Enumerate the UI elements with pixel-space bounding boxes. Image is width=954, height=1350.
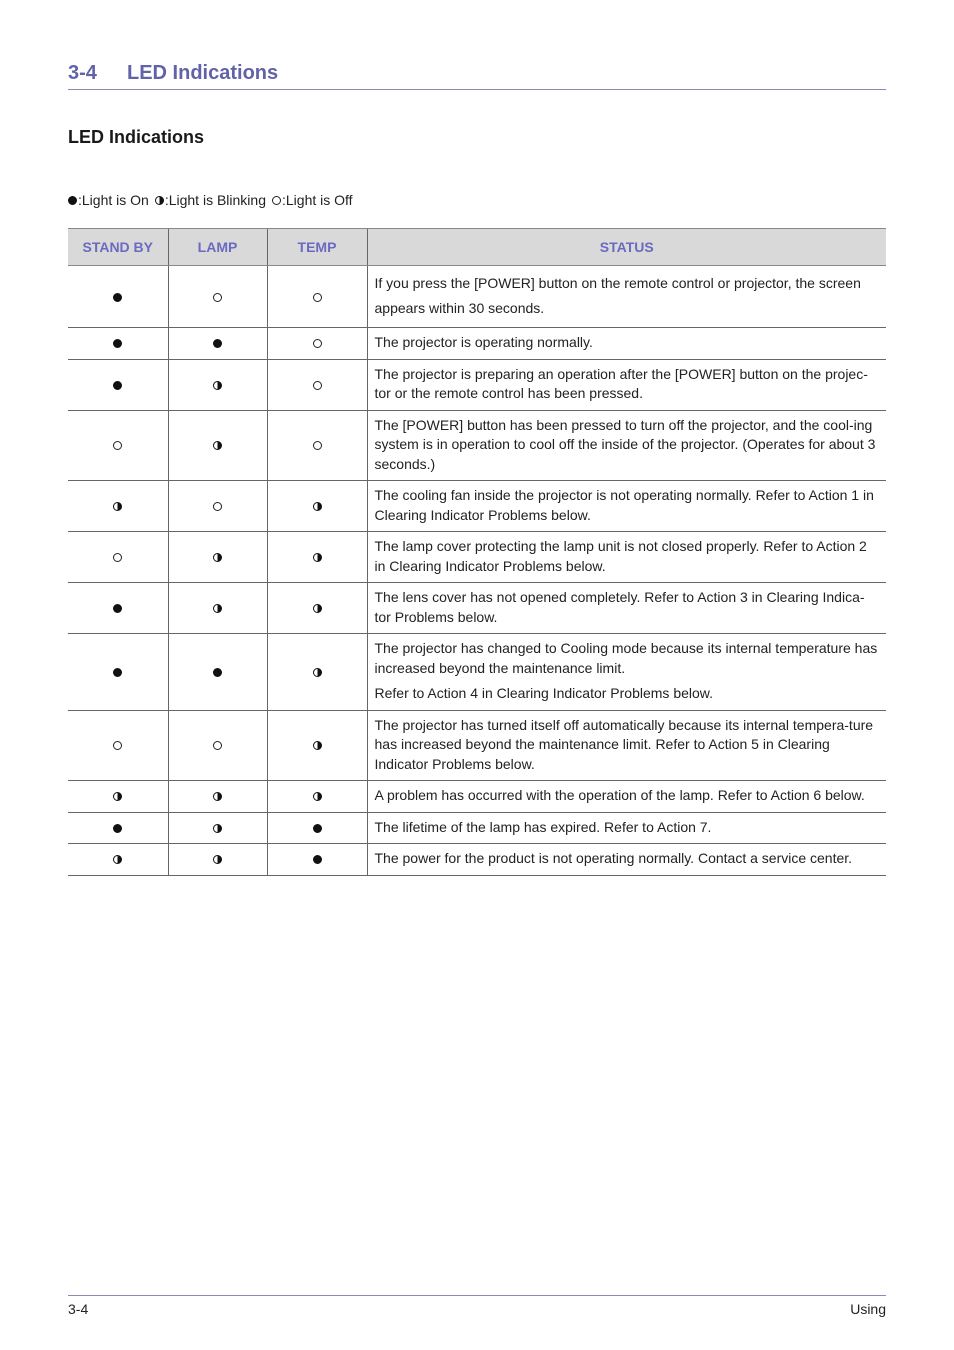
lamp-cell (168, 634, 267, 711)
status-text: The lamp cover protecting the lamp unit is not closed properly. Refer to Action 2 in Clearing Indicator Problems below. (374, 538, 867, 574)
section-title: LED Indications (127, 62, 279, 84)
header-standby: STAND BY (68, 229, 168, 266)
led-off-icon (113, 553, 122, 562)
table-row (68, 583, 886, 634)
legend-label: :Light is On (78, 192, 149, 208)
lamp-cell (168, 481, 267, 532)
led-on-icon (113, 293, 122, 302)
standby-cell (68, 812, 168, 844)
table-row (68, 410, 886, 481)
led-off-icon (213, 293, 222, 302)
status-text: The lens cover has not opened completely. Refer to Action 3 in Clearing Indica-tor Problems below. (374, 589, 865, 625)
header-status: STATUS (367, 229, 886, 266)
section-number: 3-4 (68, 62, 97, 84)
lamp-cell (168, 359, 267, 410)
led-table (68, 228, 886, 876)
status-cell (367, 359, 886, 410)
led-on-icon (213, 668, 222, 677)
status-cell (367, 634, 886, 711)
status-cell (367, 583, 886, 634)
temp-cell (267, 359, 367, 410)
lamp-cell (168, 781, 267, 813)
legend-label: :Light is Off (282, 192, 353, 208)
temp-cell (267, 583, 367, 634)
led-off-icon (113, 741, 122, 750)
led-off-icon (313, 293, 322, 302)
status-cell (367, 410, 886, 481)
led-blink-icon (213, 553, 222, 562)
legend-item (68, 192, 149, 208)
standby-cell (68, 710, 168, 781)
led-blink-icon (313, 792, 322, 801)
status-text: The lifetime of the lamp has expired. Refer to Action 7. (374, 818, 712, 835)
lamp-cell (168, 532, 267, 583)
led-blink-icon (313, 553, 322, 562)
led-blink-icon (155, 196, 164, 205)
section-header (68, 60, 886, 90)
led-off-icon (213, 741, 222, 750)
led-blink-icon (213, 792, 222, 801)
status-cell (367, 266, 886, 328)
temp-cell (267, 634, 367, 711)
standby-cell (68, 844, 168, 876)
legend-item (272, 192, 353, 208)
status-text: The power for the product is not operating normally. Contact a service center. (374, 850, 853, 866)
table-row (68, 710, 886, 781)
standby-cell (68, 266, 168, 328)
temp-cell (267, 781, 367, 813)
led-off-icon (113, 441, 122, 450)
led-on-icon (113, 824, 122, 833)
led-off-icon (313, 441, 322, 450)
standby-cell (68, 634, 168, 711)
status-text: The [POWER] button has been pressed to turn off the projector, and the cool-ing system is in operation to cool off the inside of the projector. (Operates for about 3 seconds.) (374, 416, 876, 472)
led-off-icon (313, 381, 322, 390)
chapter-name: Using (850, 1301, 886, 1317)
status-text: The projector is preparing an operation after the [POWER] button on the projec-tor or the remote control has been pressed. (374, 365, 868, 401)
status-cell (367, 532, 886, 583)
page-number: 3-4 (68, 1301, 89, 1317)
lamp-cell (168, 844, 267, 876)
table-row (68, 328, 886, 360)
legend-label: :Light is Blinking (164, 192, 266, 208)
table-row (68, 844, 886, 876)
lamp-cell (168, 328, 267, 360)
status-cell (367, 328, 886, 360)
status-text: The projector has turned itself off automatically because its internal tempera-ture has increased beyond the maintenance limit. Refer to Action 5 in Clearing Indicator Problems below. (374, 716, 874, 772)
standby-cell (68, 781, 168, 813)
led-blink-icon (213, 604, 222, 613)
lamp-cell (168, 410, 267, 481)
temp-cell (267, 844, 367, 876)
status-text: A problem has occurred with the operation of the lamp. Refer to Action 6 below. (374, 787, 865, 803)
legend-item (155, 192, 266, 208)
lamp-cell (168, 266, 267, 328)
temp-cell (267, 532, 367, 583)
led-on-icon (313, 855, 322, 864)
led-blink-icon (113, 855, 122, 864)
table-row (68, 812, 886, 844)
status-text: The projector is operating normally. (374, 334, 593, 350)
table-row (68, 532, 886, 583)
status-text: The cooling fan inside the projector is not operating normally. Refer to Action 1 in Clearing Indicator Problems below. (374, 487, 874, 523)
page-footer (68, 1295, 886, 1317)
led-on-icon (113, 604, 122, 613)
standby-cell (68, 583, 168, 634)
led-on-icon (113, 381, 122, 390)
lamp-cell (168, 583, 267, 634)
header-temp: TEMP (267, 229, 367, 266)
status-cell (367, 710, 886, 781)
table-row (68, 634, 886, 711)
led-blink-icon (213, 381, 222, 390)
led-blink-icon (213, 441, 222, 450)
led-on-icon (213, 339, 222, 348)
temp-cell (267, 328, 367, 360)
temp-cell (267, 812, 367, 844)
header-lamp: LAMP (168, 229, 267, 266)
led-blink-icon (313, 741, 322, 750)
led-blink-icon (313, 502, 322, 511)
led-blink-icon (213, 824, 222, 833)
led-off-icon (313, 339, 322, 348)
status-cell (367, 844, 886, 876)
led-blink-icon (113, 502, 122, 511)
status-cell (367, 781, 886, 813)
temp-cell (267, 410, 367, 481)
status-text: Refer to Action 4 in Clearing Indicator Problems below. (374, 685, 714, 701)
status-text: The projector has changed to Cooling mode because its internal temperature has increased beyond the maintenance limit. (374, 640, 878, 676)
led-on-icon (68, 196, 77, 205)
temp-cell (267, 481, 367, 532)
table-row (68, 359, 886, 410)
status-cell (367, 812, 886, 844)
table-header-row (68, 229, 886, 266)
table-row (68, 781, 886, 813)
led-off-icon (272, 196, 281, 205)
led-blink-icon (313, 668, 322, 677)
lamp-cell (168, 710, 267, 781)
status-text: If you press the [POWER] button on the remote control or projector, the screen appears within 30 seconds. (374, 275, 861, 316)
legend (68, 192, 359, 208)
led-on-icon (313, 824, 322, 833)
standby-cell (68, 328, 168, 360)
table-row (68, 266, 886, 328)
led-on-icon (113, 339, 122, 348)
temp-cell (267, 710, 367, 781)
led-on-icon (113, 668, 122, 677)
led-off-icon (213, 502, 222, 511)
table-row (68, 481, 886, 532)
led-blink-icon (113, 792, 122, 801)
temp-cell (267, 266, 367, 328)
led-blink-icon (213, 855, 222, 864)
status-cell (367, 481, 886, 532)
standby-cell (68, 481, 168, 532)
led-blink-icon (313, 604, 322, 613)
standby-cell (68, 532, 168, 583)
lamp-cell (168, 812, 267, 844)
subheading: LED Indications (68, 127, 205, 147)
standby-cell (68, 410, 168, 481)
standby-cell (68, 359, 168, 410)
